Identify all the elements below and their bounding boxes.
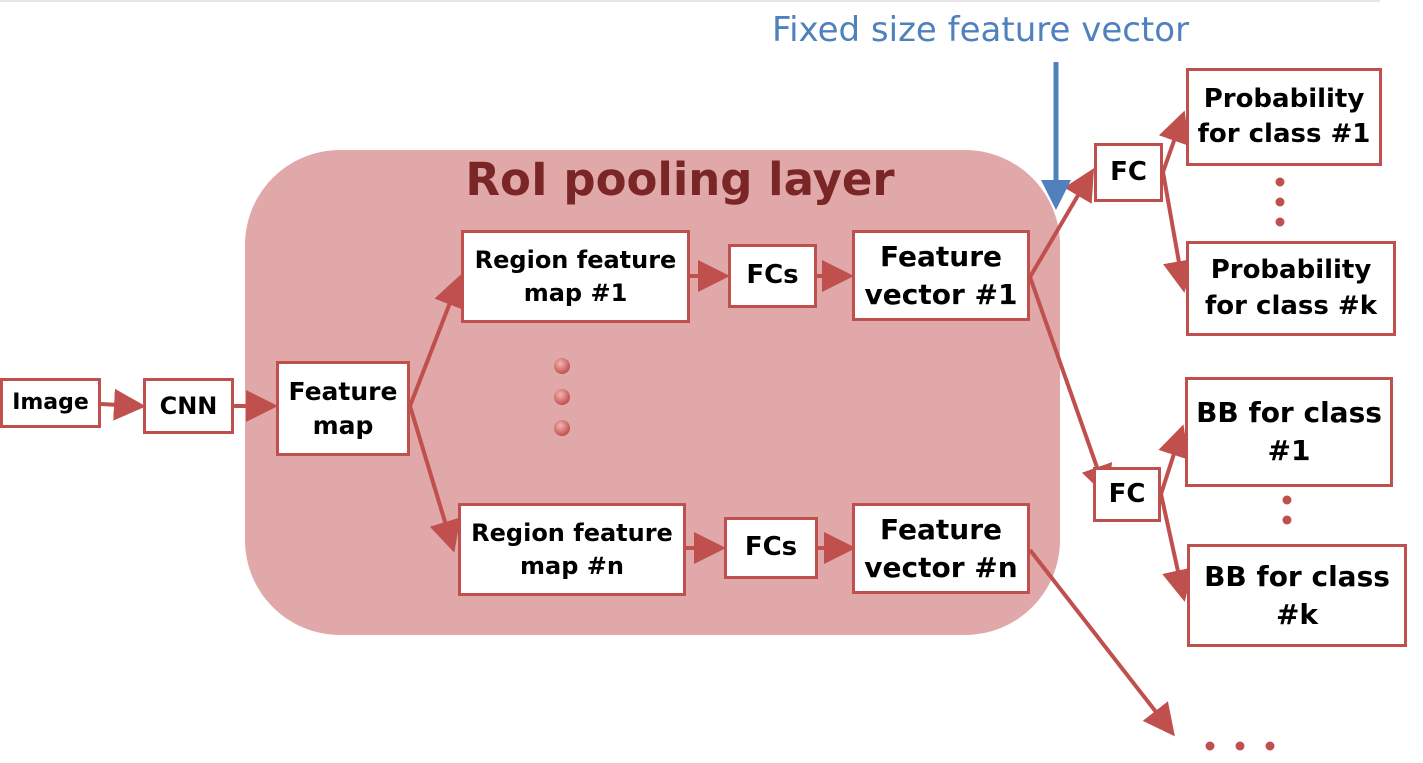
ellipsis-dot-bb-2: [1283, 516, 1292, 525]
feature-vector-n-box: Feature vector #n: [852, 503, 1030, 594]
arrow-vector-n-to-more: [1030, 550, 1170, 730]
ellipsis-dot-more-2: [1236, 742, 1245, 751]
arrow-feature-map-to-region-1: [410, 282, 458, 406]
ellipsis-dot-more-3: [1266, 742, 1275, 751]
roi-pooling-layer-title: RoI pooling layer: [465, 153, 895, 206]
fc-classification-box: FC: [1094, 143, 1163, 202]
fcs-1-box: FCs: [728, 244, 817, 308]
fixed-size-feature-vector-label: Fixed size feature vector: [772, 10, 1190, 50]
ellipsis-dot-region-2: [554, 389, 570, 405]
arrow-image-to-cnn: [101, 404, 138, 406]
bb-class-k-box: BB for class #k: [1187, 544, 1407, 647]
arrow-fc-cls-to-prob-k: [1163, 172, 1183, 285]
probability-class-1-box: Probability for class #1: [1186, 68, 1382, 166]
arrow-vector-1-to-fc-bb: [1030, 277, 1105, 490]
arrow-vector-1-to-fc-cls: [1030, 175, 1090, 277]
probability-class-k-box: Probability for class #k: [1186, 241, 1396, 336]
region-feature-map-1-box: Region feature map #1: [461, 230, 690, 323]
arrow-feature-map-to-region-n: [410, 406, 452, 545]
image-box: Image: [0, 378, 101, 428]
ellipsis-dot-region-3: [554, 420, 570, 436]
feature-vector-1-box: Feature vector #1: [852, 230, 1030, 321]
arrow-fc-bb-to-bb-1: [1161, 432, 1181, 494]
ellipsis-dot-prob-2: [1276, 198, 1285, 207]
bb-class-1-box: BB for class #1: [1185, 377, 1393, 487]
fcs-n-box: FCs: [724, 517, 818, 579]
arrow-fc-bb-to-bb-k: [1161, 494, 1183, 594]
feature-map-box: Feature map: [276, 361, 410, 456]
arrow-fc-cls-to-prob-1: [1163, 118, 1182, 172]
region-feature-map-n-box: Region feature map #n: [458, 503, 686, 596]
ellipsis-dot-prob-3: [1276, 218, 1285, 227]
ellipsis-dot-bb-1: [1283, 496, 1292, 505]
ellipsis-dot-region-1: [554, 358, 570, 374]
ellipsis-dot-prob-1: [1276, 178, 1285, 187]
ellipsis-dot-more-1: [1206, 742, 1215, 751]
cnn-box: CNN: [143, 378, 234, 434]
fc-bbox-box: FC: [1093, 467, 1161, 522]
